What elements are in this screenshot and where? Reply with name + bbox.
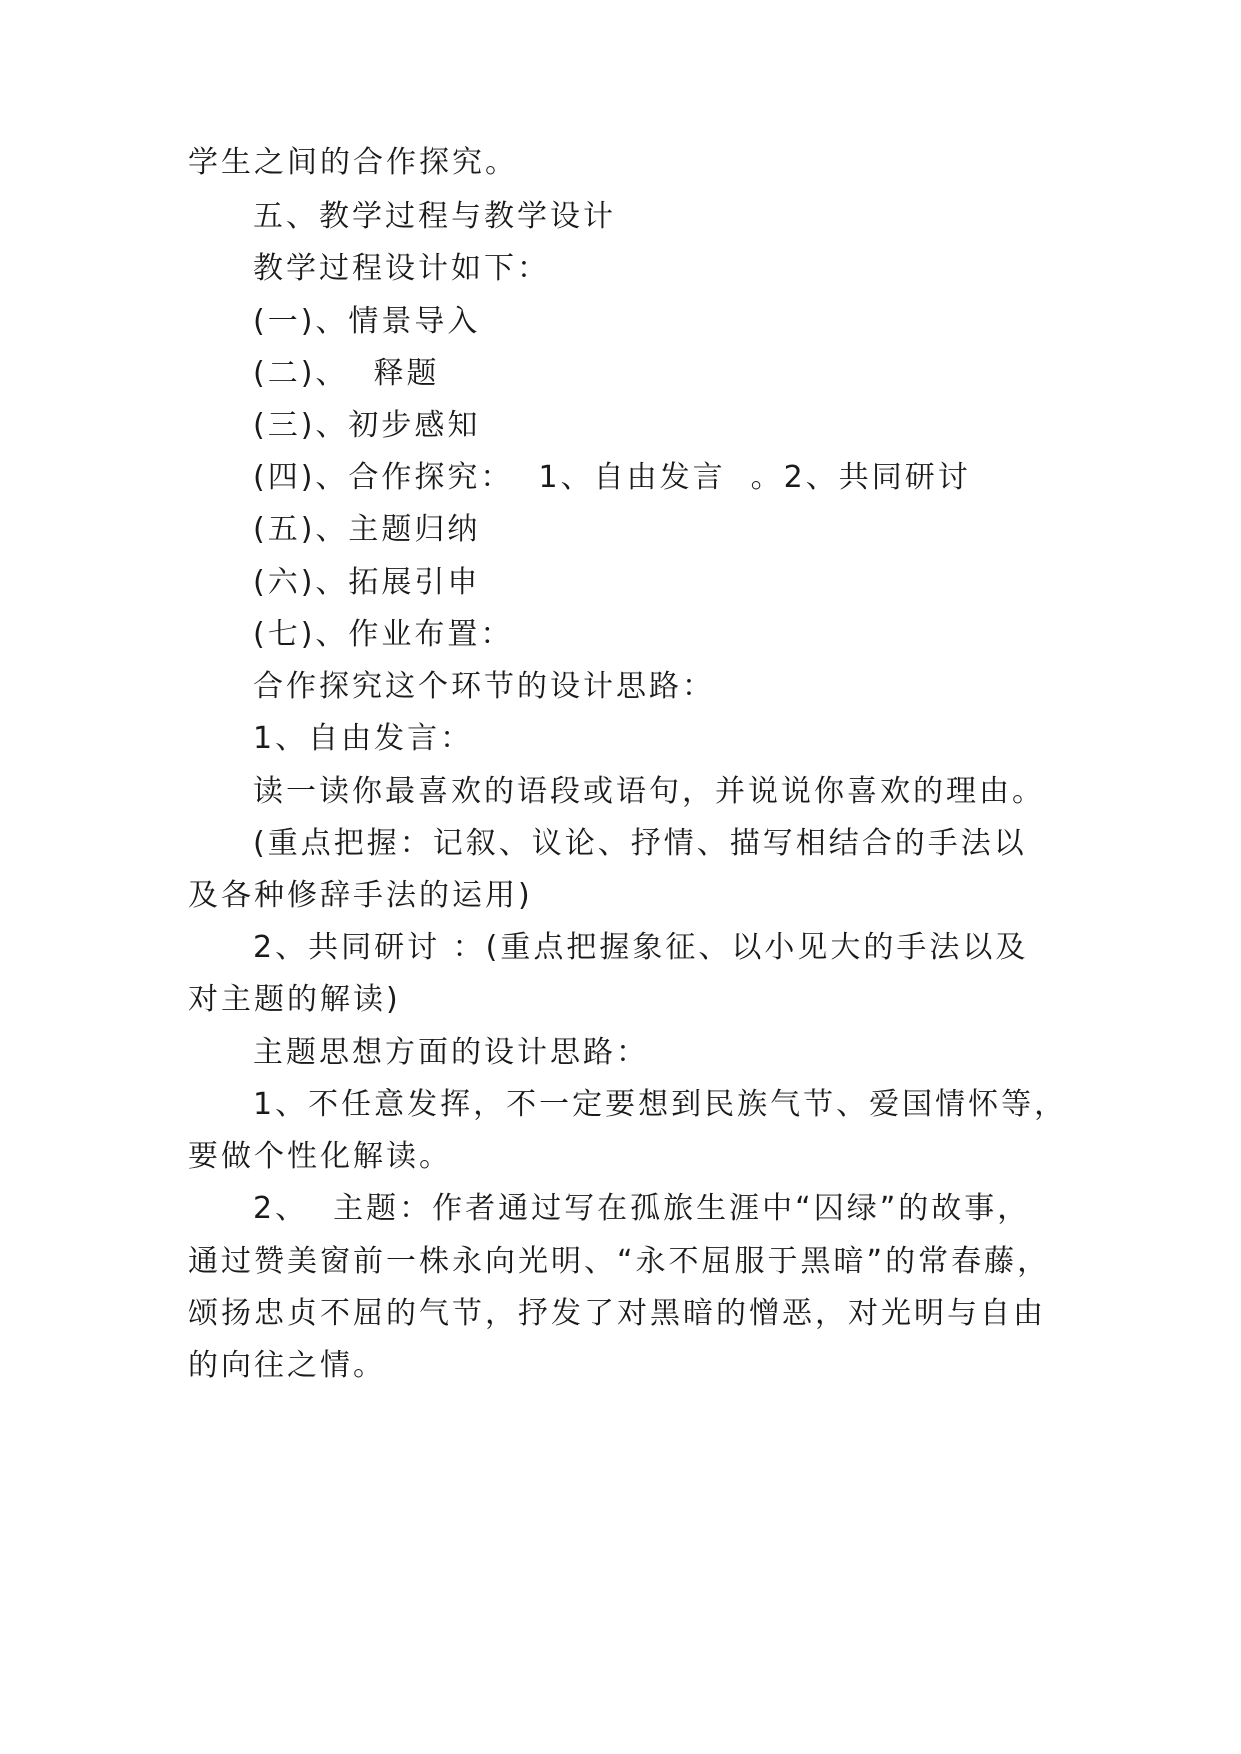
text-line: 要做个性化解读。 <box>188 1139 452 1174</box>
text-line: 教学过程设计如下： <box>253 251 550 286</box>
text-line: 颂扬忠贞不屈的气节，抒发了对黑暗的憎恶，对光明与自由 <box>188 1296 1046 1331</box>
text-line: 通过赞美窗前一株永向光明、“永不屈服于黑暗”的常春藤， <box>188 1244 1051 1279</box>
list-item: (六)、拓展引申 <box>253 565 481 600</box>
text-line: 主题思想方面的设计思路： <box>253 1035 649 1070</box>
list-item: (一)、情景导入 <box>253 304 481 339</box>
list-item: (四)、合作探究： 1、自由发言 。2、共同研讨 <box>253 460 971 495</box>
list-item: (二)、 释题 <box>253 356 440 391</box>
text-line: 1、自由发言： <box>253 721 474 756</box>
list-item: (七)、作业布置： <box>253 617 514 652</box>
list-item: (五)、主题归纳 <box>253 512 481 547</box>
text-line: 对主题的解读) <box>188 982 401 1017</box>
section-heading: 五、教学过程与教学设计 <box>253 199 616 234</box>
list-item: (三)、初步感知 <box>253 408 481 443</box>
text-line: 2、共同研讨 ：(重点把握象征、以小见大的手法以及 <box>253 930 1029 965</box>
text-line: 2、 主题：作者通过写在孤旅生涯中“囚绿”的故事， <box>253 1191 1031 1226</box>
text-line: 的向往之情。 <box>188 1348 386 1383</box>
text-line: 读一读你最喜欢的语段或语句，并说说你喜欢的理由。 <box>253 774 1045 809</box>
text-line: 合作探究这个环节的设计思路： <box>253 669 715 704</box>
text-line: 1、不任意发挥，不一定要想到民族气节、爱国情怀等， <box>253 1087 1068 1122</box>
text-line: (重点把握：记叙、议论、抒情、描写相结合的手法以 <box>253 826 1027 861</box>
text-line: 及各种修辞手法的运用) <box>188 878 533 913</box>
text-line: 学生之间的合作探究。 <box>188 145 518 180</box>
